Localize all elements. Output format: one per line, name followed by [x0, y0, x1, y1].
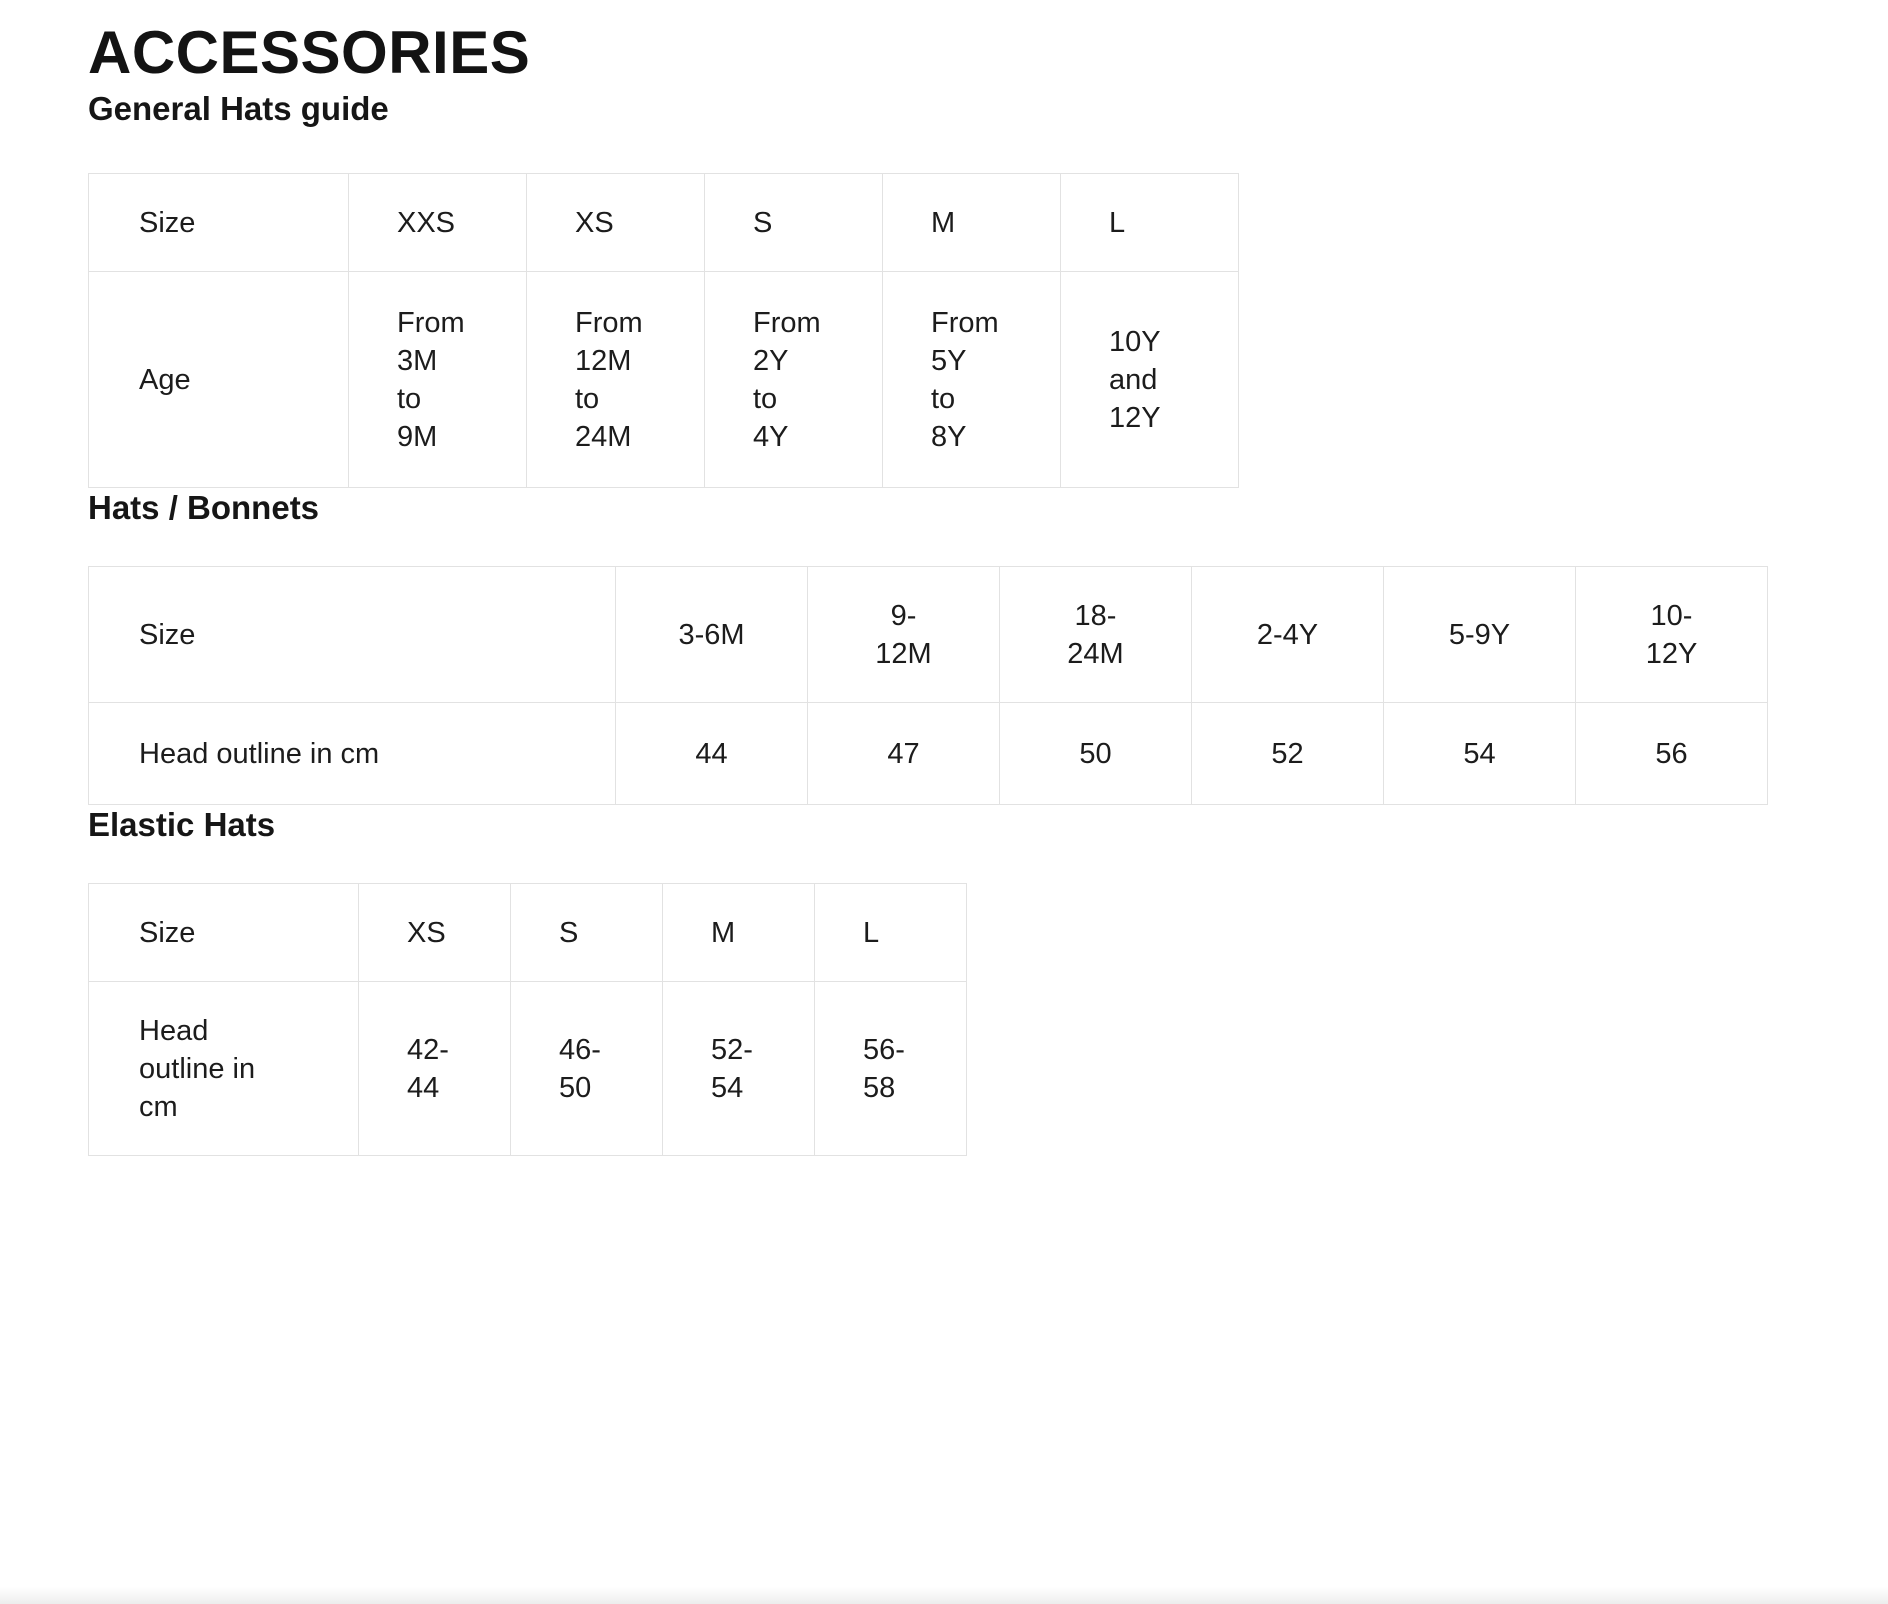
value-cell: [705, 272, 883, 488]
cell-text: 52-54: [711, 1033, 753, 1104]
header-cell: [1384, 567, 1576, 703]
section-heading-elastic-hats: Elastic Hats: [88, 806, 276, 843]
header-row: [89, 567, 1768, 703]
row-label-cell: Head outline in cm: [89, 703, 616, 805]
row-label-cell: [89, 982, 359, 1156]
value-cell: [349, 272, 527, 488]
cell-text: From 3M to 9M: [397, 306, 465, 453]
value-cell: 47: [808, 703, 1000, 805]
header-cell-size: Size: [89, 174, 349, 272]
header-cell-size: Size: [89, 884, 359, 982]
cell-text: 10Y and 12Y: [1109, 325, 1161, 434]
value-cell: [1061, 272, 1239, 488]
header-row: [89, 174, 1239, 272]
cell-text: 46-50: [559, 1033, 601, 1104]
value-cell: 56: [1576, 703, 1768, 805]
header-cell-size: Size: [89, 567, 616, 703]
cell-text: From 2Y to 4Y: [753, 306, 821, 453]
header-cell: M: [883, 174, 1061, 272]
value-cell: [359, 982, 511, 1156]
cell-text: 18-24M: [1067, 599, 1124, 670]
cell-text: 42-44: [407, 1033, 449, 1104]
section-heading-general-hats-guide: General Hats guide: [88, 90, 389, 127]
header-row: [89, 884, 967, 982]
row-label-cell: Age: [89, 272, 349, 488]
data-row-age: [89, 272, 1239, 488]
cell-text: 56-58: [863, 1033, 905, 1104]
value-cell: 50: [1000, 703, 1192, 805]
header-cell: [616, 567, 808, 703]
bottom-page-fade: [0, 1587, 1888, 1604]
header-cell: [1000, 567, 1192, 703]
cell-text: 9-12M: [875, 599, 932, 670]
value-cell: 54: [1384, 703, 1576, 805]
header-cell: L: [1061, 174, 1239, 272]
cell-text: From 12M to 24M: [575, 306, 643, 453]
page-title: ACCESSORIES: [88, 19, 531, 86]
cell-text: 3-6M: [678, 619, 745, 652]
header-cell: [808, 567, 1000, 703]
value-cell: 52: [1192, 703, 1384, 805]
header-cell: [1576, 567, 1768, 703]
value-cell: [527, 272, 705, 488]
data-row-head-outline: [89, 703, 1768, 805]
section-heading-hats-bonnets: Hats / Bonnets: [88, 489, 320, 526]
value-cell: [815, 982, 967, 1156]
header-cell: M: [663, 884, 815, 982]
cell-text: 10-12Y: [1645, 599, 1698, 670]
general-hats-table: [88, 173, 1239, 488]
header-cell: XS: [359, 884, 511, 982]
header-cell: XS: [527, 174, 705, 272]
data-row-head-outline: [89, 982, 967, 1156]
header-cell: [1192, 567, 1384, 703]
header-cell: L: [815, 884, 967, 982]
header-cell: S: [705, 174, 883, 272]
value-cell: [663, 982, 815, 1156]
elastic-hats-table: [88, 883, 967, 1156]
header-cell: S: [511, 884, 663, 982]
cell-text: Head outline in cm: [139, 1014, 256, 1123]
cell-text: From 5Y to 8Y: [931, 306, 999, 453]
value-cell: [511, 982, 663, 1156]
cell-text: 2-4Y: [1256, 619, 1319, 652]
value-cell: 44: [616, 703, 808, 805]
value-cell: [883, 272, 1061, 488]
header-cell: XXS: [349, 174, 527, 272]
hats-bonnets-table: [88, 566, 1768, 805]
cell-text: 5-9Y: [1448, 619, 1511, 652]
